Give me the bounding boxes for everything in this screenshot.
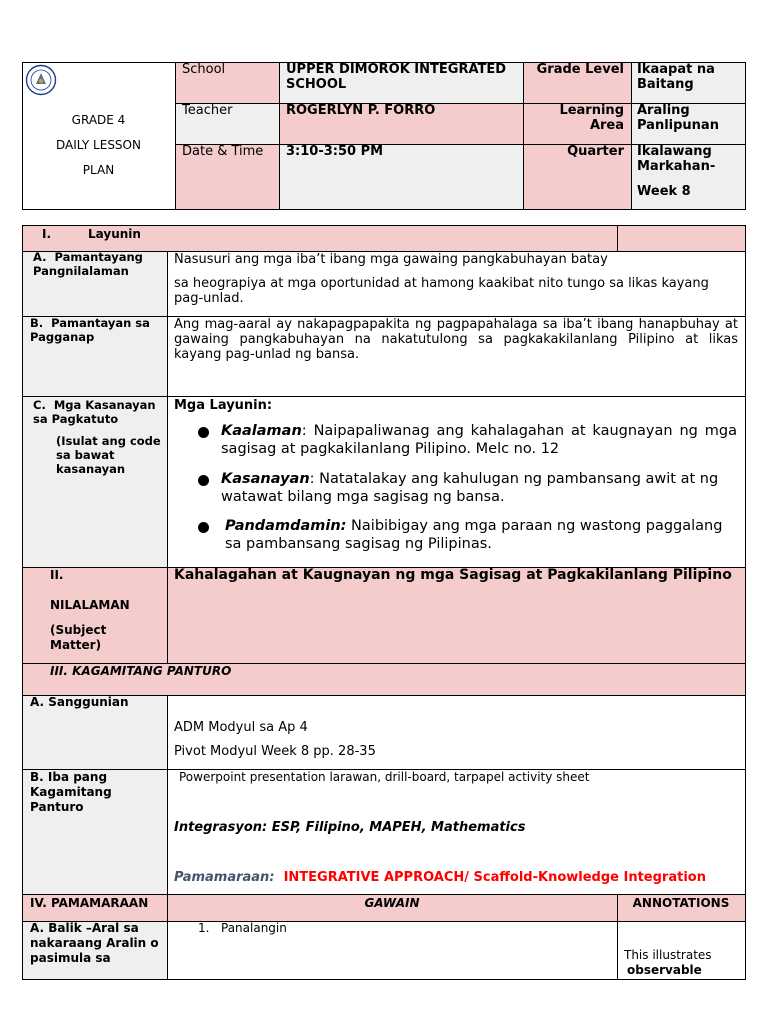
objective-kaalaman [221,422,737,458]
gawain-col-header: GAWAIN [364,896,420,910]
pamantayan-sa-pagganap-text: Ang mag-aaral ay nakapagpapakita ng pagpapahalaga sa iba’t ibang hanapbuhay at gawaing pangkabuhayan na nakatutulong sa pagkakakilanlang Pilipino at likas kayang pag-unlad ng bansa. [174,317,738,362]
layunin-number: I. [42,227,52,241]
objective-pandamdamin-key: Pandamdamin: [225,518,347,534]
grade-level-label: Grade Level [536,62,624,77]
school-value: UPPER DIMOROK INTEGRATED SCHOOL [286,62,507,92]
pamamaraan-value: INTEGRATIVE APPROACH/ Scaffold-Knowledge Integration [283,870,706,885]
objective-pandamdamin-text: Naibibigay ang mga paraan ng wastong paggalang sa pambansang sagisag ng Pilipinas. [225,518,723,552]
nilalaman-subtitle: (Subject Matter) [50,623,107,652]
learning-area-label: Learning Area [559,103,624,133]
pamantayan-sa-pagganap-label: B. Pamantayan sa Pagganap [30,316,150,344]
objective-kaalaman-key: Kaalaman [221,423,302,439]
iba-pang-kagamitan-label: B. Iba pang Kagamitang Panturo [30,770,112,814]
annotation-line-2: observable [627,963,702,977]
integrasyon-text: Integrasyon: ESP, Filipino, MAPEH, Mathematics [174,820,526,835]
quarter-value-line2: Week 8 [637,184,691,199]
right-label-column-bg [523,63,631,209]
daily-title: DAILY LESSON [56,138,141,152]
kagamitan-title: III. KAGAMITANG PANTURO [50,664,232,678]
pamantayang-pangnilalaman-text-1: Nasusuri ang mga iba’t ibang mga gawaing pangkabuhayan batay [174,252,608,267]
objective-kasanayan-text: : Natatalakay ang kahulugan ng pambansang awit at ng watawat bilang mga sagisag ng bansa. [221,471,719,505]
nilalaman-text: Kahalagahan at Kaugnayan ng mga Sagisag at Pagkakilanlang Pilipino [174,567,732,583]
objective-kasanayan [221,470,737,506]
item-1-text: Panalangin [221,921,287,935]
bullet-icon [198,522,209,533]
nilalaman-number: II. [50,568,64,582]
objective-kaalaman-text: : Naipapaliwanag ang kahalagahan at kaugnayan ng mga sagisag at pagkakilanlang Pilipino. Melc no. 12 [221,423,737,457]
quarter-value-line1: Ikalawang Markahan- [637,144,716,174]
teacher-label: Teacher [182,103,233,118]
item-1-number: 1. [198,921,210,935]
pamantayang-pangnilalaman-text-2: sa heograpiya at mga oportunidad at hamong kaakibat nito tungo sa likas kayang pag-unlad. [174,276,709,306]
annotations-col-header: ANNOTATIONS [632,896,730,910]
grade-level-value: Ikaapat na Baitang [637,62,715,92]
mga-layunin-heading: Mga Layunin: [174,398,273,413]
iba-pang-kagamitan-text: Powerpoint presentation larawan, drill-board, tarpapel activity sheet [179,770,590,784]
plan-title: PLAN [82,163,115,177]
school-label: School [182,62,226,77]
sanggunian-ref-2: Pivot Modyul Week 8 pp. 28-35 [174,744,376,759]
sanggunian-label: A. Sanggunian [30,695,129,709]
sanggunian-ref-1: ADM Modyul sa Ap 4 [174,720,308,735]
datetime-value: 3:10-3:50 PM [286,144,384,159]
kasanayan-label: C. Mga Kasanayan sa Pagkatuto [33,398,156,426]
objective-pandamdamin [225,517,737,553]
balik-aral-label: A. Balik –Aral sa nakaraang Aralin o pasimula sa [30,921,159,965]
deped-seal-icon [25,64,57,96]
nilalaman-title: NILALAMAN [50,598,130,612]
pamamaraan-line [174,870,706,885]
bullet-icon [198,475,209,486]
learning-area-value: Araling Panlipunan [637,103,719,133]
pamamaraan-col-header: IV. PAMAMARAAN [30,896,149,910]
quarter-label: Quarter [567,144,624,159]
layunin-title: Layunin [88,227,141,241]
annotation-line-1: This illustrates [624,948,712,962]
datetime-label: Date & Time [182,144,264,159]
objective-kasanayan-key: Kasanayan [221,471,310,487]
teacher-value: ROGERLYN P. FORRO [286,103,436,118]
pamantayang-pangnilalaman-label: A. Pamantayang Pangnilalaman [33,250,143,278]
grade-title: GRADE 4 [71,113,126,127]
bullet-icon [198,427,209,438]
kasanayan-note: (Isulat ang code sa bawat kasanayan [56,434,161,476]
pamamaraan-label: Pamamaraan: [174,870,275,885]
